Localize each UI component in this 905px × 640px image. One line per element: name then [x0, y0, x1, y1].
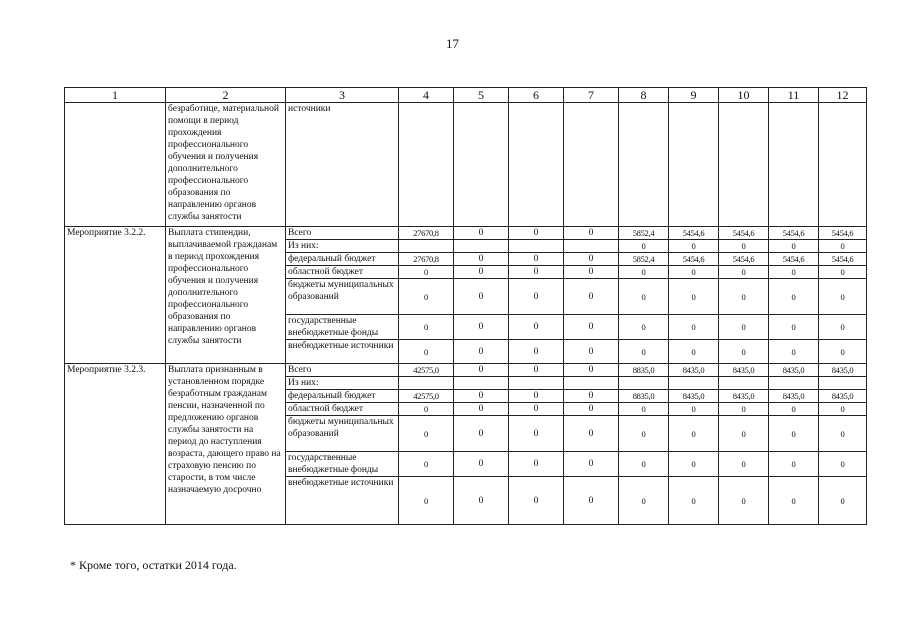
value-cell: 0 [399, 416, 454, 452]
value-cell [719, 103, 769, 227]
value-cell: 0 [619, 452, 669, 477]
value-cell: 0 [509, 340, 564, 364]
value-cell: 0 [619, 240, 669, 253]
value-cell: 0 [619, 477, 669, 525]
value-cell: 0 [769, 315, 819, 340]
header-cell: 2 [166, 88, 286, 103]
value-cell: 0 [619, 416, 669, 452]
header-cell: 3 [286, 88, 399, 103]
value-cell [564, 103, 619, 227]
value-cell: 0 [564, 279, 619, 315]
value-cell: 0 [669, 340, 719, 364]
value-cell: 5852,4 [619, 253, 669, 266]
funding-source: федеральный бюджет [286, 253, 399, 266]
header-cell: 10 [719, 88, 769, 103]
measure-description: Выплата стипендии, выплачиваемой гражданам в период прохождения профессионального обучения и получения дополнительного профессионального образования по направлению органов службы занятости [166, 227, 286, 364]
value-cell [399, 240, 454, 253]
value-cell: 0 [769, 266, 819, 279]
value-cell: 0 [454, 266, 509, 279]
header-cell: 12 [819, 88, 867, 103]
value-cell: 0 [454, 364, 509, 377]
value-cell: 0 [454, 403, 509, 416]
value-cell: 0 [399, 315, 454, 340]
value-cell [509, 377, 564, 390]
value-cell: 0 [399, 477, 454, 525]
value-cell [399, 377, 454, 390]
funding-source: бюджеты муниципальных образований [286, 279, 399, 315]
value-cell [769, 377, 819, 390]
value-cell: 0 [819, 279, 867, 315]
value-cell: 0 [769, 452, 819, 477]
value-cell: 0 [454, 253, 509, 266]
table-row-continued [65, 103, 867, 227]
value-cell: 0 [509, 364, 564, 377]
value-cell: 0 [769, 403, 819, 416]
funding-source: Из них: [286, 377, 399, 390]
value-cell: 0 [399, 403, 454, 416]
value-cell: 0 [564, 315, 619, 340]
value-cell [454, 103, 509, 227]
value-cell: 0 [454, 340, 509, 364]
value-cell: 0 [509, 315, 564, 340]
value-cell: 0 [509, 477, 564, 525]
header-cell: 9 [669, 88, 719, 103]
value-cell: 0 [669, 315, 719, 340]
value-cell: 0 [564, 452, 619, 477]
value-cell: 0 [769, 477, 819, 525]
value-cell: 0 [509, 253, 564, 266]
header-cell: 11 [769, 88, 819, 103]
value-cell: 5852,4 [619, 227, 669, 240]
value-cell: 0 [509, 266, 564, 279]
budget-table [64, 87, 867, 525]
value-cell: 0 [669, 240, 719, 253]
value-cell [564, 377, 619, 390]
value-cell: 0 [509, 416, 564, 452]
header-cell: 8 [619, 88, 669, 103]
value-cell: 42575,0 [399, 390, 454, 403]
value-cell: 0 [509, 390, 564, 403]
header-cell: 7 [564, 88, 619, 103]
funding-source: государственные внебюджетные фонды [286, 452, 399, 477]
value-cell: 0 [399, 340, 454, 364]
value-cell [399, 103, 454, 227]
value-cell: 27670,8 [399, 227, 454, 240]
value-cell: 8435,0 [819, 390, 867, 403]
value-cell [619, 103, 669, 227]
funding-source: внебюджетные источники [286, 340, 399, 364]
value-cell: 0 [819, 403, 867, 416]
value-cell [454, 377, 509, 390]
value-cell: 0 [769, 240, 819, 253]
value-cell: 0 [454, 477, 509, 525]
funding-source: внебюджетные источники [286, 477, 399, 525]
value-cell [564, 240, 619, 253]
measure-code-cell [65, 103, 166, 227]
value-cell: 27670,8 [399, 253, 454, 266]
value-cell: 5454,6 [719, 253, 769, 266]
value-cell: 0 [719, 315, 769, 340]
value-cell: 0 [619, 403, 669, 416]
value-cell: 0 [564, 364, 619, 377]
value-cell: 0 [454, 452, 509, 477]
value-cell: 5454,6 [669, 227, 719, 240]
value-cell: 0 [564, 403, 619, 416]
table-header-row [65, 88, 867, 103]
measure-description: Выплата признанным в установленном порядке безработным гражданам пенсии, назначенной по предложению органов службы занятости на период до наступления возраста, дающего право на страховую пенсию по старости, в том числе назначаемую досрочно [166, 364, 286, 525]
header-cell: 4 [399, 88, 454, 103]
value-cell: 0 [719, 416, 769, 452]
value-cell: 8435,0 [819, 364, 867, 377]
value-cell: 0 [669, 477, 719, 525]
value-cell: 0 [454, 416, 509, 452]
value-cell: 0 [564, 266, 619, 279]
value-cell: 8435,0 [769, 364, 819, 377]
value-cell: 0 [564, 390, 619, 403]
value-cell: 0 [454, 279, 509, 315]
value-cell [619, 377, 669, 390]
value-cell: 0 [619, 266, 669, 279]
funding-source: источники [286, 103, 399, 227]
funding-source: государственные внебюджетные фонды [286, 315, 399, 340]
table-row [65, 227, 867, 240]
value-cell: 0 [769, 340, 819, 364]
funding-source: бюджеты муниципальных образований [286, 416, 399, 452]
value-cell: 5454,6 [669, 253, 719, 266]
funding-source: Из них: [286, 240, 399, 253]
value-cell: 8435,0 [669, 364, 719, 377]
value-cell: 0 [454, 227, 509, 240]
value-cell: 5454,6 [769, 227, 819, 240]
value-cell: 0 [564, 340, 619, 364]
value-cell: 0 [719, 477, 769, 525]
value-cell: 0 [619, 315, 669, 340]
value-cell: 0 [669, 266, 719, 279]
page-number: 17 [446, 36, 459, 51]
value-cell: 0 [719, 240, 769, 253]
value-cell: 42575,0 [399, 364, 454, 377]
value-cell: 0 [619, 340, 669, 364]
value-cell: 0 [509, 452, 564, 477]
value-cell: 0 [619, 279, 669, 315]
value-cell: 0 [509, 227, 564, 240]
value-cell: 0 [819, 416, 867, 452]
funding-source: областной бюджет [286, 266, 399, 279]
value-cell: 0 [669, 403, 719, 416]
value-cell [719, 377, 769, 390]
table-row [65, 364, 867, 377]
value-cell: 0 [399, 279, 454, 315]
value-cell [819, 377, 867, 390]
value-cell: 0 [769, 416, 819, 452]
value-cell: 8835,0 [619, 390, 669, 403]
value-cell: 5454,6 [819, 253, 867, 266]
value-cell: 0 [819, 240, 867, 253]
header-cell: 6 [509, 88, 564, 103]
value-cell: 0 [564, 253, 619, 266]
value-cell: 0 [669, 279, 719, 315]
value-cell [669, 377, 719, 390]
value-cell: 0 [719, 340, 769, 364]
value-cell: 0 [719, 403, 769, 416]
value-cell: 0 [399, 266, 454, 279]
value-cell: 8835,0 [619, 364, 669, 377]
value-cell: 0 [564, 227, 619, 240]
value-cell: 8435,0 [719, 390, 769, 403]
value-cell: 0 [769, 279, 819, 315]
value-cell: 0 [509, 403, 564, 416]
measure-description: безработице, материальной помощи в период прохождения профессионального обучения и получения дополнительного профессионального образования по направлению органов службы занятости [166, 103, 286, 227]
value-cell: 0 [454, 390, 509, 403]
value-cell: 0 [819, 315, 867, 340]
measure-code: Мероприятие 3.2.2. [65, 227, 166, 364]
value-cell: 5454,6 [819, 227, 867, 240]
funding-source: федеральный бюджет [286, 390, 399, 403]
value-cell: 0 [454, 315, 509, 340]
value-cell: 0 [819, 340, 867, 364]
funding-source: Всего [286, 227, 399, 240]
funding-source: Всего [286, 364, 399, 377]
header-cell: 1 [65, 88, 166, 103]
value-cell: 0 [819, 452, 867, 477]
value-cell [454, 240, 509, 253]
value-cell: 0 [564, 416, 619, 452]
footnote: * Кроме того, остатки 2014 года. [70, 558, 237, 572]
header-cell: 5 [454, 88, 509, 103]
value-cell: 0 [509, 279, 564, 315]
measure-code: Мероприятие 3.2.3. [65, 364, 166, 525]
value-cell: 8435,0 [719, 364, 769, 377]
value-cell [509, 240, 564, 253]
value-cell: 8435,0 [769, 390, 819, 403]
funding-source: областной бюджет [286, 403, 399, 416]
value-cell [509, 103, 564, 227]
value-cell: 0 [819, 266, 867, 279]
value-cell: 0 [399, 452, 454, 477]
value-cell: 0 [669, 416, 719, 452]
value-cell [819, 103, 867, 227]
value-cell: 0 [719, 452, 769, 477]
value-cell: 5454,6 [769, 253, 819, 266]
value-cell: 5454,6 [719, 227, 769, 240]
value-cell: 0 [719, 279, 769, 315]
value-cell: 0 [819, 477, 867, 525]
value-cell [769, 103, 819, 227]
value-cell [669, 103, 719, 227]
value-cell: 0 [669, 452, 719, 477]
value-cell: 0 [564, 477, 619, 525]
value-cell: 0 [719, 266, 769, 279]
value-cell: 8435,0 [669, 390, 719, 403]
